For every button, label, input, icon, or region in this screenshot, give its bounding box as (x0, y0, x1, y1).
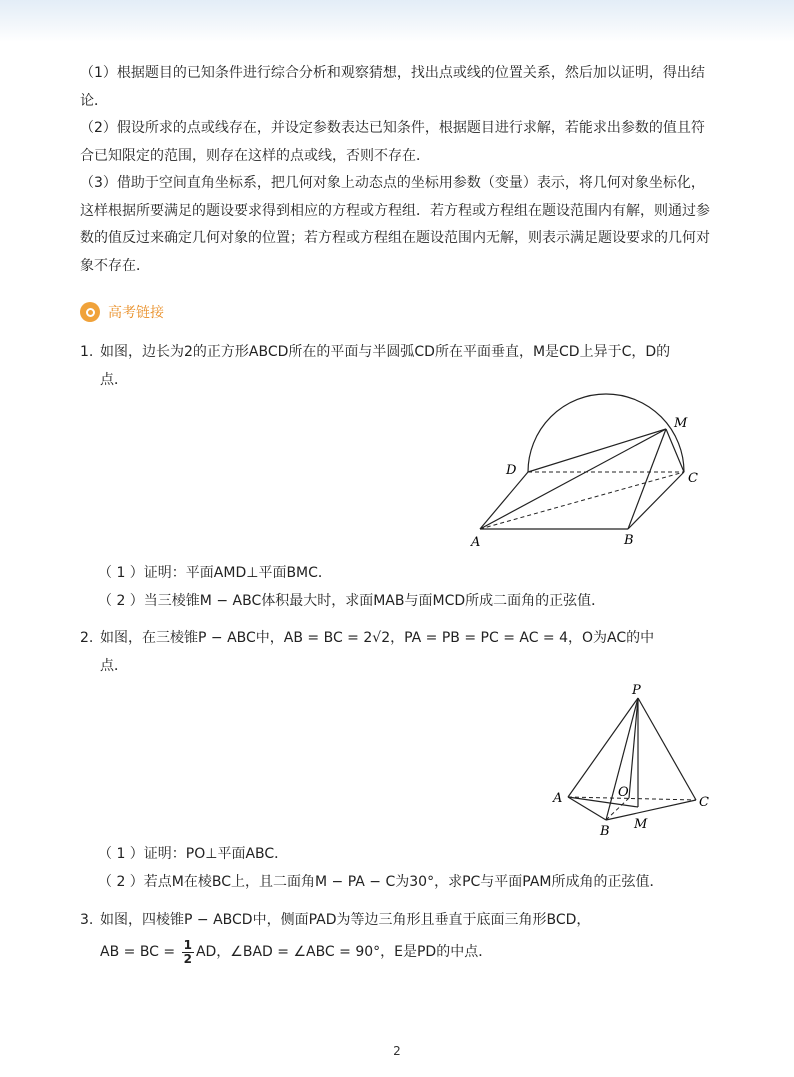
header-band (0, 0, 794, 42)
label-C: C (699, 795, 709, 810)
edge-AD (480, 472, 528, 529)
problem-text-line-2 (80, 938, 720, 966)
label-D: D (506, 463, 517, 478)
intro-paragraph-3 (80, 170, 710, 280)
fraction-one-half (182, 939, 194, 966)
edge-MB (628, 429, 666, 529)
edge-AC-dashed (480, 472, 684, 529)
label-O: O (618, 785, 629, 800)
text-line: （1）根据题目的已知条件进行综合分析和观察猜想，找出点或线的位置关系，然后加以证明，得出结 (80, 65, 705, 81)
edge-PB (606, 698, 638, 820)
section-header (80, 302, 164, 322)
label-P: P (632, 683, 641, 698)
text-line: （2）假设所求的点或线存在，并设定参数表达已知条件，根据题目进行求解，若能求出参数的值且符 (80, 120, 705, 136)
figure-2-triangular-pyramid (548, 680, 718, 840)
label-A: A (553, 791, 563, 806)
problem-2-sub-1: （ 1 ）证明：PO⊥平面ABC． (98, 846, 289, 862)
label-M: M (634, 817, 648, 832)
problem-1-sub-2: （ 2 ）当三棱锥M − ABC体积最大时，求面MAB与面MCD所成二面角的正弦值． (98, 593, 606, 609)
edge-AB (568, 797, 606, 820)
problem-number: 3. (80, 912, 94, 928)
edge-BC (606, 800, 696, 820)
text-line: 象不存在． (80, 257, 150, 274)
problem-2 (80, 624, 720, 680)
label-M: M (674, 416, 688, 431)
edge-PA (568, 698, 638, 797)
figure-1-square-semicircle (466, 392, 706, 554)
problem-3 (80, 906, 720, 966)
bulb-icon (80, 302, 100, 322)
section-title: 高考链接 (108, 305, 164, 321)
problem-number: 2. (80, 630, 94, 646)
intro-paragraph-2 (80, 115, 710, 170)
edge-BC (628, 472, 684, 529)
problem-text: 如图，四棱锥P − ABCD中，侧面PAD为等边三角形且垂直于底面三角形BCD， (100, 912, 591, 928)
label-C: C (688, 471, 698, 486)
text-line: 数的值反过来确定几何对象的位置；若方程或方程组在题设范围内无解，则表示满足题设要求的几何对 (80, 230, 710, 246)
edge-PC (638, 698, 696, 800)
fraction-numerator: 1 (183, 937, 192, 952)
text-line: 合已知限定的范围，则存在这样的点或线，否则不存在． (80, 147, 430, 164)
problem-1 (80, 338, 720, 394)
text-line: 论． (80, 92, 108, 109)
intro-paragraph-1 (80, 60, 710, 115)
semicircle-arc (528, 394, 684, 472)
problem-2-sub-2: （ 2 ）若点M在棱BC上，且二面角M − PA − C为30°，求PC与平面PAM所成角的正弦值． (98, 874, 664, 890)
math-expression: AD，∠BAD = ∠ABC = 90°，E是PD的中点． (195, 944, 493, 960)
problem-text: 点． (100, 658, 128, 674)
problem-text: 如图，在三棱锥P − ABC中，AB = BC = 2√2，PA = PB = PC = AC = 4，O为AC的中 (100, 630, 655, 646)
label-B: B (600, 824, 610, 839)
text-line: （3）借助于空间直角坐标系，把几何对象上动态点的坐标用参数（变量）表示，将几何对象坐标化， (80, 175, 705, 191)
problem-text: 如图，边长为2的正方形ABCD所在的平面与半圆弧CD所在平面垂直，M是CD上异于C，D的 (100, 344, 671, 360)
problem-text: 点． (100, 372, 128, 388)
fraction-denominator: 2 (183, 951, 192, 966)
label-B: B (624, 533, 634, 548)
label-A: A (471, 535, 481, 550)
edge-AM (480, 429, 666, 529)
problem-number: 1. (80, 344, 94, 360)
math-expression: AB = BC = (100, 944, 180, 960)
text-line: 这样根据所要满足的题设要求得到相应的方程或方程组．若方程或方程组在题设范围内有解，则通过参 (80, 202, 710, 219)
problem-1-sub-1: （ 1 ）证明：平面AMD⊥平面BMC． (98, 565, 332, 581)
page-number: 2 (393, 1044, 401, 1058)
